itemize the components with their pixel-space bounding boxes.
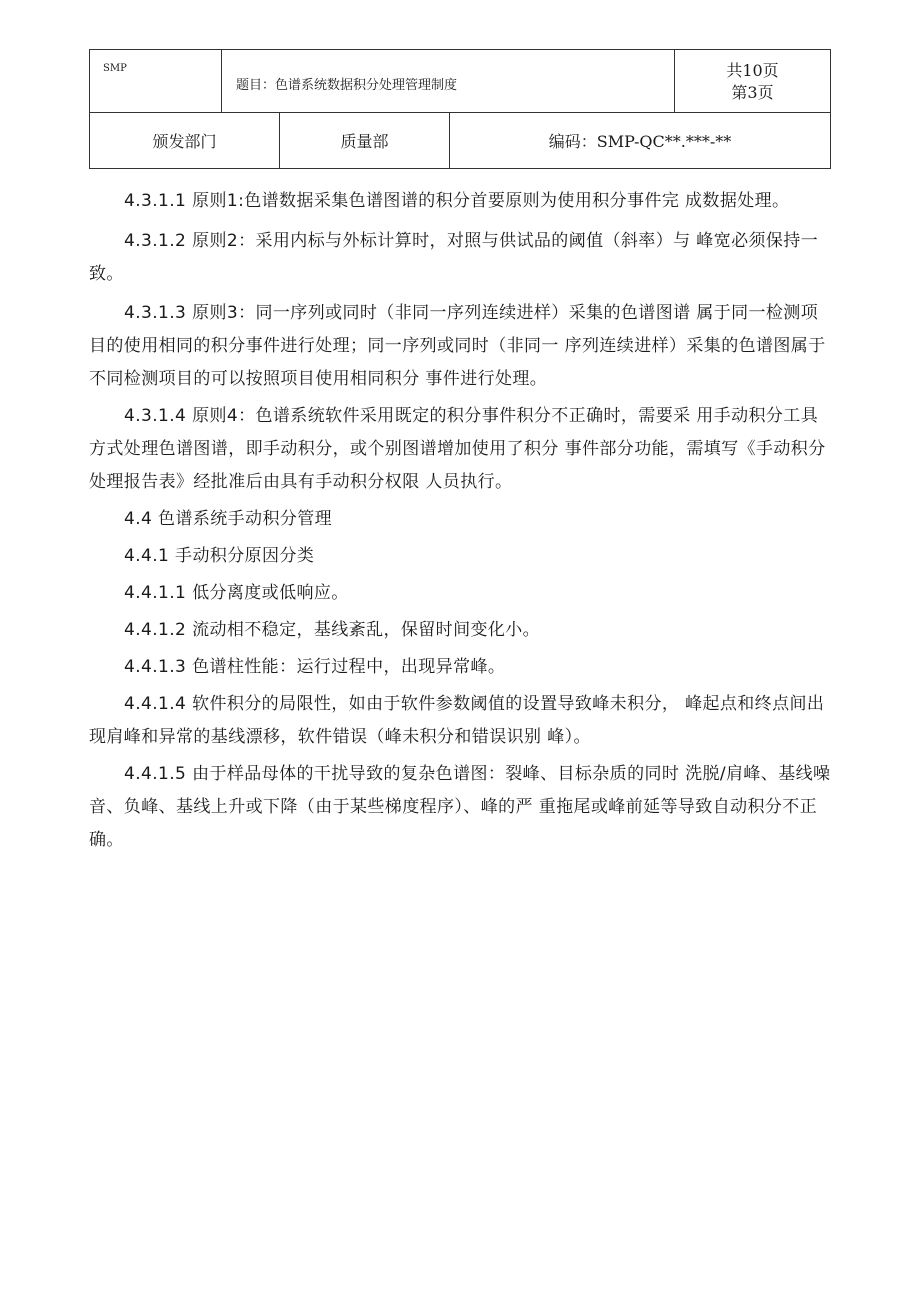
page-info: [675, 60, 830, 104]
page-count-cell: [674, 49, 831, 113]
document-header-table: [89, 49, 831, 169]
paragraph-4-3-1-3: 4.3.1.3 原则3：同一序列或同时（非同一序列连续进样）采集的色谱图谱 属于同一检测项目的使用相同的积分事件进行处理；同一序列或同时（非同一 序列连续进样）采集的色谱图属于不同检测项目的可以按照项目使用相同积分 事件进行处理。: [89, 303, 826, 389]
paragraph-4-3-1-4: 4.3.1.4 原则4：色谱系统软件采用既定的积分事件积分不正确时，需要采 用手动积分工具方式处理色谱图谱，即手动积分，或个别图谱增加使用了积分 事件部分功能，需填写《手动积分处理报告表》经批准后由具有手动积分权限 人员执行。: [89, 406, 826, 492]
issuing-dept-label: 颁发部门: [152, 132, 217, 151]
paragraph-4-4-1-3: 4.4.1.3 色谱柱性能：运行过程中，出现异常峰。: [124, 657, 506, 677]
issuing-dept-label-cell: [89, 112, 280, 169]
paragraph-4-4-1-1: 4.4.1.1 低分离度或低响应。: [124, 583, 349, 603]
document-code-cell: [449, 112, 831, 169]
paragraph-4-4-1-5: 4.4.1.5 由于样品母体的干扰导致的复杂色谱图：裂峰、目标杂质的同时 洗脱/肩峰、基线噪音、负峰、基线上升或下降（由于某些梯度程序）、峰的严 重拖尾或峰前延等导致自动积分不正确。: [89, 764, 831, 850]
heading-4-4-1: 4.4.1 手动积分原因分类: [124, 546, 315, 566]
current-page: 第3页: [731, 83, 774, 102]
issuing-dept-value-cell: [279, 112, 450, 169]
document-code: 编码：SMP-QC**.***-**: [548, 132, 732, 151]
document-title: 题目：色谱系统数据积分处理管理制度: [236, 78, 458, 93]
title-cell: [221, 49, 675, 113]
total-pages: 共10页: [726, 61, 779, 80]
smp-label: SMP: [103, 63, 127, 74]
paragraph-4-4-1-4: 4.4.1.4 软件积分的局限性，如由于软件参数阈值的设置导致峰未积分， 峰起点和终点间出现肩峰和异常的基线漂移，软件错误（峰未积分和错误识别 峰）。: [89, 694, 825, 747]
document-body: [89, 185, 834, 857]
heading-4-4: 4.4 色谱系统手动积分管理: [124, 509, 333, 529]
paragraph-4-3-1-1: 4.3.1.1 原则1:色谱数据采集色谱图谱的积分首要原则为使用积分事件完 成数据处理。: [124, 191, 790, 211]
paragraph-4-3-1-2: 4.3.1.2 原则2：采用内标与外标计算时，对照与供试品的阈值（斜率）与 峰宽必须保持一致。: [89, 231, 819, 284]
paragraph-4-4-1-2: 4.4.1.2 流动相不稳定，基线紊乱，保留时间变化小。: [124, 620, 541, 640]
smp-cell: [89, 49, 222, 113]
issuing-dept-value: 质量部: [340, 132, 389, 151]
